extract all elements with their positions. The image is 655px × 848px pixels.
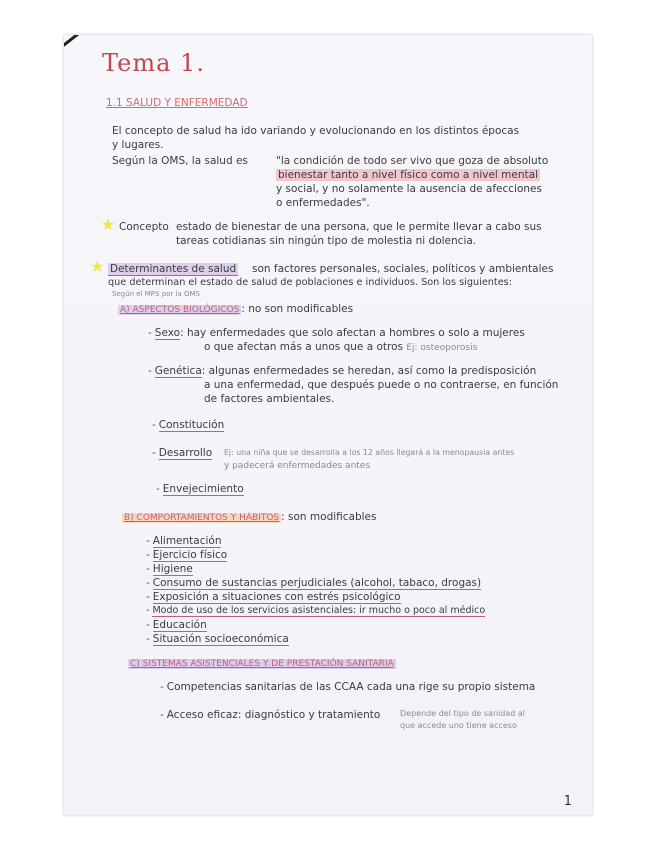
list-item: - Modo de uso de los servicios asistenciales: ir mucho o poco al médico [146, 605, 486, 616]
desarrollo-line-1: Ej: una niña que se desarrolla a los 12 años llegará a la menopausia antes [224, 448, 515, 457]
list-item: - Higiene [146, 563, 193, 575]
competencias-line: - Competencias sanitarias de las CCAA cada una rige su propio sistema [160, 681, 536, 693]
list-item: - Ejercicio físico [146, 549, 228, 561]
page-number: 1 [563, 794, 572, 809]
concept-line-1: El concepto de salud ha ido variando y evolucionando en los distintos épocas [112, 125, 520, 137]
envejecimiento-label: - Envejecimiento [156, 483, 244, 495]
subsec-a: A) ASPECTOS BIOLÓGICOS : no son modificables [120, 303, 354, 315]
concepto-line-2: tareas cotidianas sin ningún tipo de molestia ni dolencia. [176, 235, 477, 247]
sexo-line-2: o que afectan más a unos que a otros Ej: osteoporosis [204, 341, 478, 353]
oms-def-line-3: y social, y no solamente la ausencia de afecciones [276, 183, 542, 195]
concepto-label: Concepto [119, 221, 169, 233]
subsec-c: C) SISTEMAS ASISTENCIALES Y DE PRESTACIÓN SANITARIA [130, 659, 394, 669]
genetica-line-3: de factores ambientales. [204, 393, 335, 405]
constitucion-label: - Constitución [152, 419, 225, 431]
notebook-page [64, 35, 592, 815]
list-item: - Exposición a situaciones con estrés psicológico [146, 591, 401, 603]
oms-intro: Según la OMS, la salud es [112, 155, 248, 167]
sexo-label: - Sexo: hay enfermedades que solo afectan a hombres o solo a mujeres [148, 327, 525, 339]
acceso-note-1: Depende del tipo de sanidad al [400, 709, 525, 718]
list-item: - Educación [146, 619, 207, 631]
genetica-line-2: a una enfermedad, que después puede o no contraerse, en función [204, 379, 559, 391]
section-heading-salud: 1.1 SALUD Y ENFERMEDAD [106, 97, 248, 109]
concepto-line-1: estado de bienestar de una persona, que le permite llevar a cabo sus [176, 221, 542, 233]
determinantes-intro-2: que determinan el estado de salud de poblaciones e individuos. Son los siguientes: [108, 277, 512, 288]
star-icon: ★ [101, 215, 116, 234]
acceso-line: - Acceso eficaz: diagnóstico y tratamiento [160, 709, 381, 721]
desarrollo-label: - Desarrollo [152, 447, 213, 459]
pen-mark [64, 35, 94, 48]
list-item: - Alimentación [146, 535, 222, 547]
oms-def-line-2: bienestar tanto a nivel físico como a nivel mental [278, 169, 538, 181]
determinantes-label: Determinantes de salud [110, 263, 237, 275]
list-item: - Consumo de sustancias perjudiciales (alcohol, tabaco, drogas) [146, 577, 482, 589]
list-item: - Situación socioeconómica [146, 633, 289, 645]
determinantes-intro-1: son factores personales, sociales, políticos y ambientales [252, 263, 554, 275]
star-icon: ★ [90, 257, 105, 276]
determinantes-note: Según el MPS por la OMS [112, 290, 200, 298]
desarrollo-line-2: y padecerá enfermedades antes [224, 461, 371, 471]
oms-def-line-4: o enfermedades". [276, 197, 370, 209]
page-title: Tema 1. [102, 49, 205, 77]
oms-def-line-1: "la condición de todo ser vivo que goza de absoluto [276, 155, 549, 167]
subsec-b: B) COMPORTAMIENTOS Y HÁBITOS : son modificables [124, 511, 377, 523]
genetica-label: - Genética: algunas enfermedades se heredan, así como la predisposición [148, 365, 537, 377]
acceso-note-2: que accede uno tiene acceso [400, 721, 517, 730]
concept-line-2: y lugares. [112, 139, 164, 151]
